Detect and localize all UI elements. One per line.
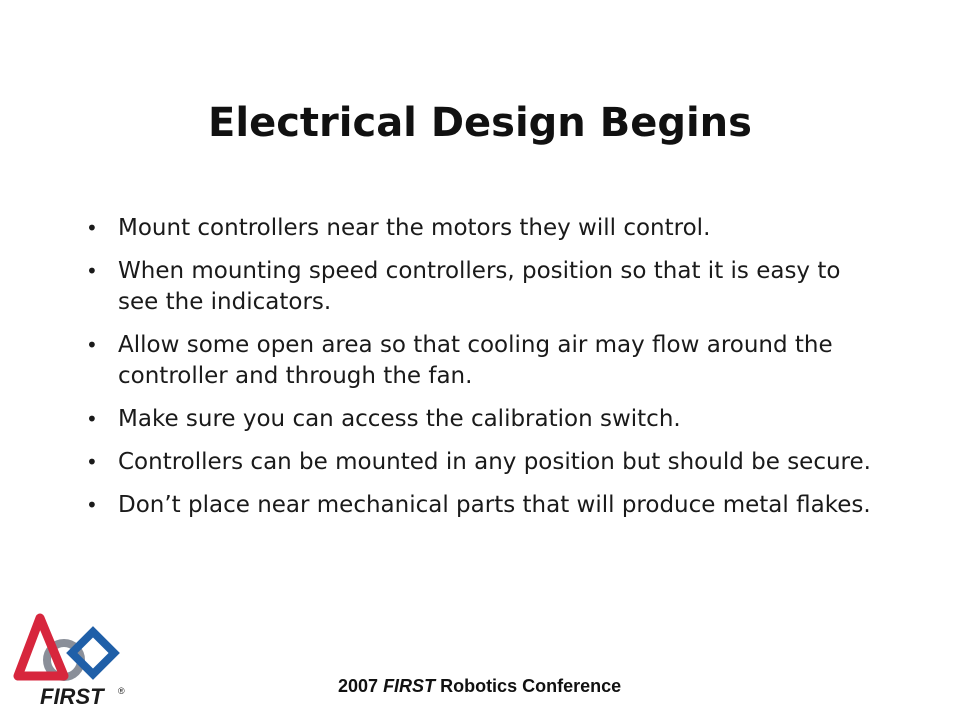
bullet-dot-icon: • (86, 407, 98, 431)
bullet-text: Controllers can be mounted in any position but should be secure. (118, 449, 871, 475)
logo-wordmark: FIRST (40, 684, 104, 709)
bullet-text: Allow some open area so that cooling air may flow around the controller and through the fan. (118, 332, 833, 389)
bullet-item (84, 490, 884, 521)
bullet-item (84, 330, 884, 392)
bullet-dot-icon: • (86, 259, 98, 283)
bullet-item (84, 213, 884, 244)
footer-year: 2007 (338, 676, 379, 696)
footer-rest: Robotics Conference (440, 676, 622, 696)
first-logo-icon (12, 612, 142, 712)
bullet-text: Mount controllers near the motors they will control. (118, 215, 711, 241)
bullet-text: Make sure you can access the calibration switch. (118, 406, 681, 432)
footer-brand: FIRST (383, 676, 436, 696)
bullet-dot-icon: • (86, 450, 98, 474)
slide-title: Electrical Design Begins (208, 100, 752, 146)
bullet-dot-icon: • (86, 493, 98, 517)
logo-registered-mark: ® (118, 686, 125, 696)
bullet-text: When mounting speed controllers, position so that it is easy to see the indicators. (118, 258, 841, 315)
bullet-item (84, 404, 884, 435)
bullet-dot-icon: • (86, 333, 98, 357)
bullet-dot-icon: • (86, 216, 98, 240)
bullet-item (84, 256, 884, 318)
bullet-item (84, 447, 884, 478)
bullet-text: Don’t place near mechanical parts that will produce metal flakes. (118, 492, 871, 518)
footer-text (338, 676, 621, 697)
bullet-list (84, 213, 884, 533)
